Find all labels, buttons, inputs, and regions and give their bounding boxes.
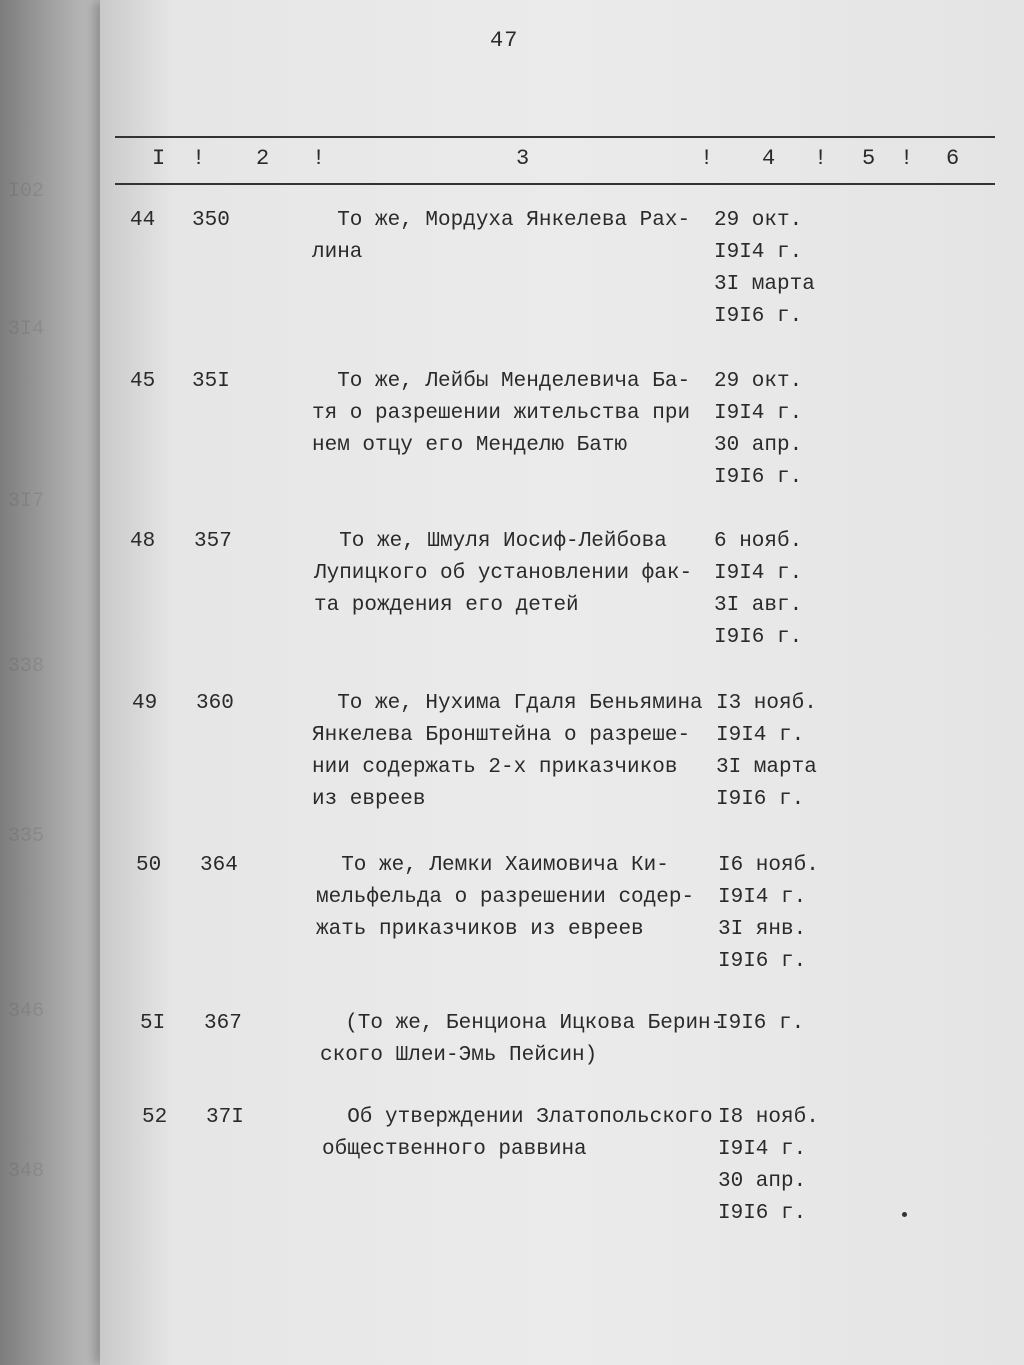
entry-description — [316, 850, 716, 946]
date-line: I9I6 г. — [714, 626, 803, 649]
date-line: I6 нояб. — [718, 854, 819, 877]
date-line: I9I6 г. — [716, 1012, 805, 1035]
description-line: Лупицкого об установлении фак- — [314, 562, 693, 585]
date-line: I9I4 г. — [714, 562, 803, 585]
table-header-top-rule — [115, 136, 995, 138]
description-line: То же, Мордуха Янкелева Рах- — [312, 209, 691, 232]
header-col-3: 3 — [516, 146, 530, 171]
description-line: Об утверждении Златопольского — [322, 1106, 713, 1129]
file-reference: 360 — [196, 692, 234, 715]
file-reference: 367 — [204, 1012, 242, 1035]
header-separator: ! — [814, 146, 828, 171]
description-line: жать приказчиков из евреев — [316, 918, 644, 941]
header-separator: ! — [192, 146, 206, 171]
description-line: Янкелева Бронштейна о разреше- — [312, 724, 691, 747]
description-line: ского Шлеи-Эмь Пейсин) — [320, 1044, 598, 1067]
date-line: 30 апр. — [714, 434, 803, 457]
date-line: I9I4 г. — [718, 1138, 807, 1161]
description-line: (То же, Бенциона Ицкова Берин- — [320, 1012, 724, 1035]
entry-dates — [714, 366, 802, 494]
description-line: та рождения его детей — [314, 594, 579, 617]
date-line: 3I янв. — [718, 918, 807, 941]
bleed-through-text: 346 — [8, 1000, 45, 1023]
date-line: 29 окт. — [714, 209, 803, 232]
date-line: 3I авг. — [714, 594, 803, 617]
entry-dates — [716, 1008, 804, 1040]
entry-description — [314, 526, 714, 622]
file-reference: 350 — [192, 209, 230, 232]
date-line: 3I марта — [716, 756, 817, 779]
bleed-through-text: 3I7 — [8, 490, 45, 513]
description-line: нем отцу его Менделю Батю — [312, 434, 628, 457]
date-line: 6 нояб. — [714, 530, 803, 553]
entry-number: 48 — [130, 530, 156, 553]
description-line: общественного раввина — [322, 1138, 587, 1161]
bleed-through-text: 338 — [8, 655, 45, 678]
description-line: То же, Нухима Гдаля Беньямина — [312, 692, 703, 715]
date-line: I9I6 г. — [718, 1202, 807, 1225]
description-line: То же, Лемки Хаимовича Ки- — [316, 854, 669, 877]
description-line: мельфельда о разрешении содер- — [316, 886, 695, 909]
file-reference: 357 — [194, 530, 232, 553]
bleed-through-text: 335 — [8, 825, 45, 848]
ink-speck — [902, 1212, 907, 1217]
entry-number: 50 — [136, 854, 162, 877]
header-col-4: 4 — [762, 146, 776, 171]
description-line: из евреев — [312, 788, 426, 811]
date-line: I9I6 г. — [714, 305, 803, 328]
entry-number: 49 — [132, 692, 158, 715]
date-line: I3 нояб. — [716, 692, 817, 715]
header-col-5: 5 — [862, 146, 876, 171]
description-line: тя о разрешении жительства при — [312, 402, 691, 425]
entry-description — [322, 1102, 722, 1166]
entry-number: 52 — [142, 1106, 168, 1129]
entry-dates — [718, 850, 819, 978]
entry-description — [312, 205, 712, 269]
bleed-through-text: I02 — [8, 180, 45, 203]
bleed-through-text: 3I4 — [8, 318, 45, 341]
file-reference: 37I — [206, 1106, 244, 1129]
description-line: нии содержать 2-х приказчиков — [312, 756, 678, 779]
entry-description — [312, 366, 712, 462]
entry-dates — [716, 688, 817, 816]
date-line: I9I4 г. — [714, 241, 803, 264]
entry-number: 5I — [140, 1012, 166, 1035]
header-separator: ! — [312, 146, 326, 171]
description-line: лина — [312, 241, 363, 264]
table-header-bottom-rule — [115, 183, 995, 185]
file-reference: 35I — [192, 370, 230, 393]
date-line: I9I6 г. — [714, 466, 803, 489]
date-line: I9I6 г. — [718, 950, 807, 973]
date-line: I9I4 г. — [718, 886, 807, 909]
file-reference: 364 — [200, 854, 238, 877]
header-col-1: I — [152, 146, 166, 171]
description-line: То же, Шмуля Иосиф-Лейбова — [314, 530, 667, 553]
date-line: I9I4 г. — [716, 724, 805, 747]
header-col-6: 6 — [946, 146, 960, 171]
header-separator: ! — [700, 146, 714, 171]
entry-dates — [718, 1102, 819, 1230]
date-line: 3I марта — [714, 273, 815, 296]
entry-description — [312, 688, 712, 816]
date-line: I8 нояб. — [718, 1106, 819, 1129]
entry-number: 44 — [130, 209, 156, 232]
description-line: То же, Лейбы Менделевича Ба- — [312, 370, 691, 393]
date-line: I9I6 г. — [716, 788, 805, 811]
entry-dates — [714, 205, 815, 333]
bleed-through-text: 348 — [8, 1160, 45, 1183]
entry-description — [320, 1008, 724, 1072]
date-line: I9I4 г. — [714, 402, 803, 425]
page-number: 47 — [490, 28, 519, 53]
date-line: 30 апр. — [718, 1170, 807, 1193]
header-col-2: 2 — [256, 146, 270, 171]
entry-dates — [714, 526, 802, 654]
entry-number: 45 — [130, 370, 156, 393]
header-separator: ! — [900, 146, 914, 171]
date-line: 29 окт. — [714, 370, 803, 393]
